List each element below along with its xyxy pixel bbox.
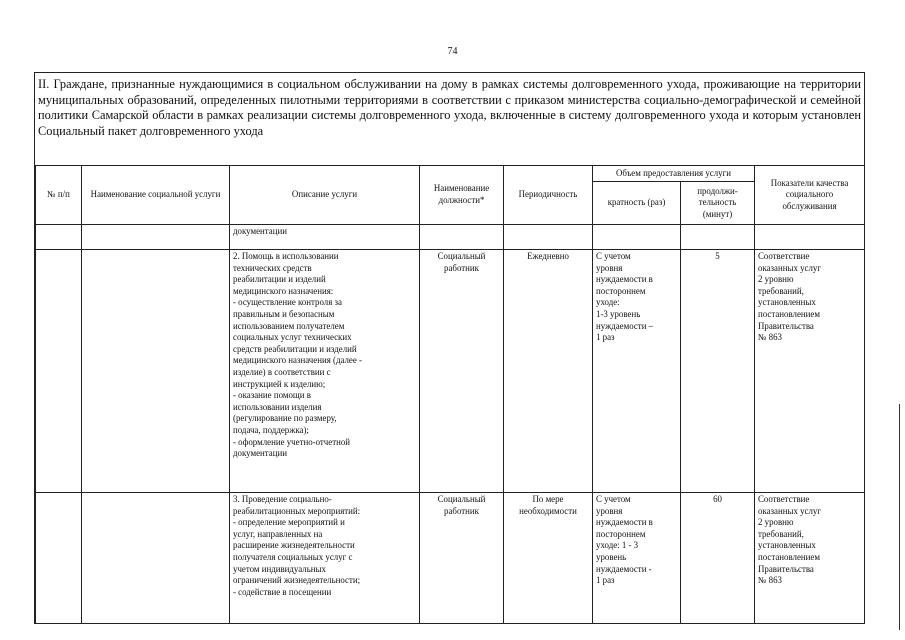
cell-num (36, 250, 82, 493)
cell-description: документации (230, 225, 420, 250)
cell-periodicity: Ежедневно (504, 250, 593, 493)
cell-num (36, 493, 82, 624)
cell-service (82, 250, 230, 493)
cell-duration: 5 (681, 250, 755, 493)
cell-service (82, 493, 230, 624)
cell-multiplicity (593, 225, 681, 250)
cell-quality: Соответствие оказанных услуг 2 уровню требований, установленных постановлением Правительства № 863 (755, 250, 865, 493)
table-row (36, 493, 865, 624)
cell-description: 3. Проведение социально- реабилитационных мероприятий: - определение мероприятий и услуг, направленных на расширение жизнедеятельности получателя социальных услуг с учетом индивидуальных ограничений жизнедеятельности; - содействие в посещении (230, 493, 420, 624)
header-description: Описание услуги (230, 166, 420, 225)
cell-duration: 60 (681, 493, 755, 624)
header-volume: Объем предоставления услуги (593, 166, 755, 182)
cell-num (36, 225, 82, 250)
table-row (36, 225, 865, 250)
cell-periodicity (504, 225, 593, 250)
cell-duration (681, 225, 755, 250)
header-service-name: Наименование социальной услуги (82, 166, 230, 225)
cell-quality: Соответствие оказанных услуг 2 уровню требований, установленных постановлением Правительства № 863 (755, 493, 865, 624)
document-section (34, 72, 865, 624)
cell-position (420, 225, 504, 250)
cell-quality (755, 225, 865, 250)
cell-multiplicity: С учетом уровня нуждаемости в постороннем уходе: 1-3 уровень нуждаемости – 1 раз (593, 250, 681, 493)
section-title: II. Граждане, признанные нуждающимися в социальном обслуживании на дому в рамках системы долговременного ухода, проживающие на территории муниципальных образований, определенных пилотными территориями в соответствии с приказом министерства социально-демографической и семейной политики Самарской области в рамках реализации системы долговременного ухода, включенные в систему долговременного ухода и которым установлен Социальный пакет долговременного ухода (38, 77, 861, 138)
cell-position: Социальный работник (420, 493, 504, 624)
table-row (36, 250, 865, 493)
page-number: 74 (447, 46, 458, 57)
cell-periodicity: По мере необходимости (504, 493, 593, 624)
cell-service (82, 225, 230, 250)
header-position: Наименование должности* (420, 166, 504, 225)
cell-multiplicity: С учетом уровня нуждаемости в постороннем уходе: 1 - 3 уровень нуждаемости - 1 раз (593, 493, 681, 624)
table-header-row-1 (36, 166, 865, 182)
header-num: № п/п (36, 166, 82, 225)
header-quality: Показатели качества социального обслуживания (755, 166, 865, 225)
header-duration: продолжи-тельность (минут) (681, 182, 755, 225)
services-table (35, 165, 865, 624)
cell-position: Социальный работник (420, 250, 504, 493)
cell-description: 2. Помощь в использовании технических средств реабилитации и изделий медицинского назначения: - осуществление контроля за правильным и безопасным использованием получателем социальных услуг технических средств реабилитации и изделий медицинского назначения (далее - изделие) в соответствии с инструкцией к изделию; - оказание помощи в использовании изделия (регулирование по размеру, подача, поддержка); - оформление учетно-отчетной документации (230, 250, 420, 493)
header-multiplicity: кратность (раз) (593, 182, 681, 225)
header-periodicity: Периодичность (504, 166, 593, 225)
scan-edge-line (899, 404, 900, 630)
